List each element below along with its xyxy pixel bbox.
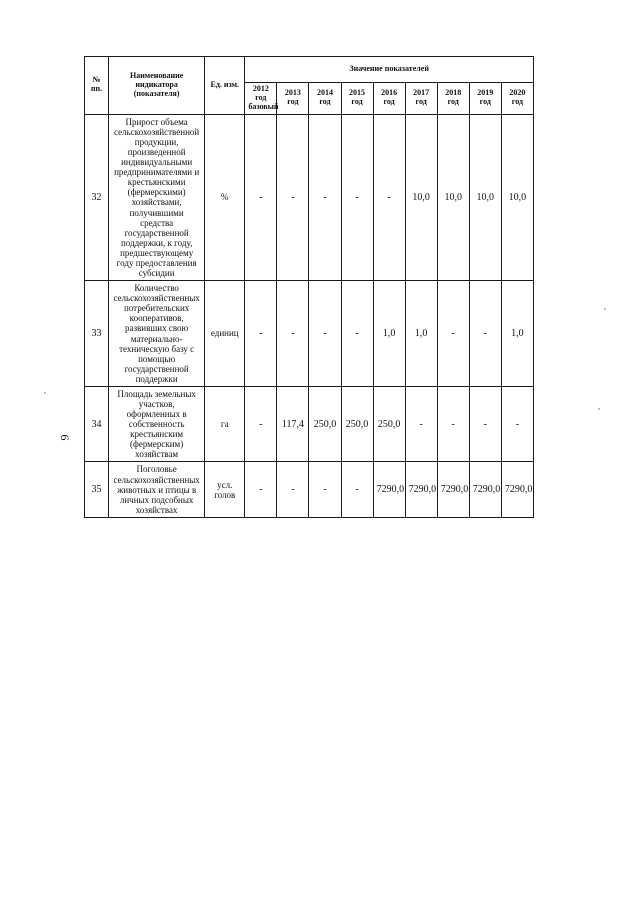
row-value: - [341,281,373,387]
row-value: 7290,0 [501,462,533,517]
table-row [85,386,534,462]
row-value: - [245,462,277,517]
row-value: - [341,462,373,517]
row-value: 1,0 [405,281,437,387]
row-value: 10,0 [469,114,501,280]
table-row [85,114,534,280]
header-unit: Ед. изм. [205,57,245,115]
header-values-group: Значение показателей [245,57,534,83]
indicator-table [84,56,534,518]
row-value: 250,0 [341,386,373,462]
row-value: 1,0 [501,281,533,387]
row-value: - [277,281,309,387]
row-value: 10,0 [405,114,437,280]
row-value: 117,4 [277,386,309,462]
header-year: 2013 год [277,83,309,115]
header-year: 2012 год базовый [245,83,277,115]
row-unit: усл. голов [205,462,245,517]
page-number: 9 [57,434,72,441]
row-value: 1,0 [373,281,405,387]
row-unit: единиц [205,281,245,387]
header-year: 2020 год [501,83,533,115]
row-value: 250,0 [373,386,405,462]
header-year: 2014 год [309,83,341,115]
row-value: - [469,281,501,387]
row-value: - [405,386,437,462]
row-value: - [501,386,533,462]
row-value: - [309,462,341,517]
row-unit: га [205,386,245,462]
row-value: - [373,114,405,280]
header-year: 2018 год [437,83,469,115]
row-name: Прирост объема сельскохозяйственной продукции, произведенной индивидуальными предпринимателями и крестьянскими (фермерскими) хозяйствами, получившими средства государственной поддержки, к году, предшествующему году предоставления субсидии [109,114,205,280]
row-value: - [437,386,469,462]
scan-speck [44,392,46,394]
row-value: 10,0 [501,114,533,280]
row-value: - [245,281,277,387]
row-value: 7290,0 [437,462,469,517]
header-year: 2017 год [405,83,437,115]
indicator-table-container [84,56,534,903]
row-value: - [245,114,277,280]
row-value: - [309,114,341,280]
row-num: 35 [85,462,109,517]
row-name: Количество сельскохозяйственных потребительских кооперативов, развивших свою материально-техническую базу с помощью государственной поддержки [109,281,205,387]
scan-speck [598,408,600,410]
scan-speck [604,308,606,310]
row-num: 34 [85,386,109,462]
row-value: 250,0 [309,386,341,462]
header-name: Наименование индикатора (показателя) [109,57,205,115]
row-value: - [469,386,501,462]
row-value: 7290,0 [373,462,405,517]
row-num: 33 [85,281,109,387]
row-value: - [277,114,309,280]
header-year: 2019 год [469,83,501,115]
row-name: Поголовье сельскохозяйственных животных и птицы в личных подсобных хозяйствах [109,462,205,517]
row-value: 10,0 [437,114,469,280]
row-value: - [309,281,341,387]
row-value: 7290,0 [405,462,437,517]
row-value: - [437,281,469,387]
table-row [85,281,534,387]
header-year: 2016 год [373,83,405,115]
header-num: № пп. [85,57,109,115]
row-value: - [277,462,309,517]
row-value: - [341,114,373,280]
row-value: 7290,0 [469,462,501,517]
row-name: Площадь земельных участков, оформленных в собственность крестьянским (фермерским) хозяйствам [109,386,205,462]
row-value: - [245,386,277,462]
table-row [85,462,534,517]
header-year: 2015 год [341,83,373,115]
row-num: 32 [85,114,109,280]
row-unit: % [205,114,245,280]
